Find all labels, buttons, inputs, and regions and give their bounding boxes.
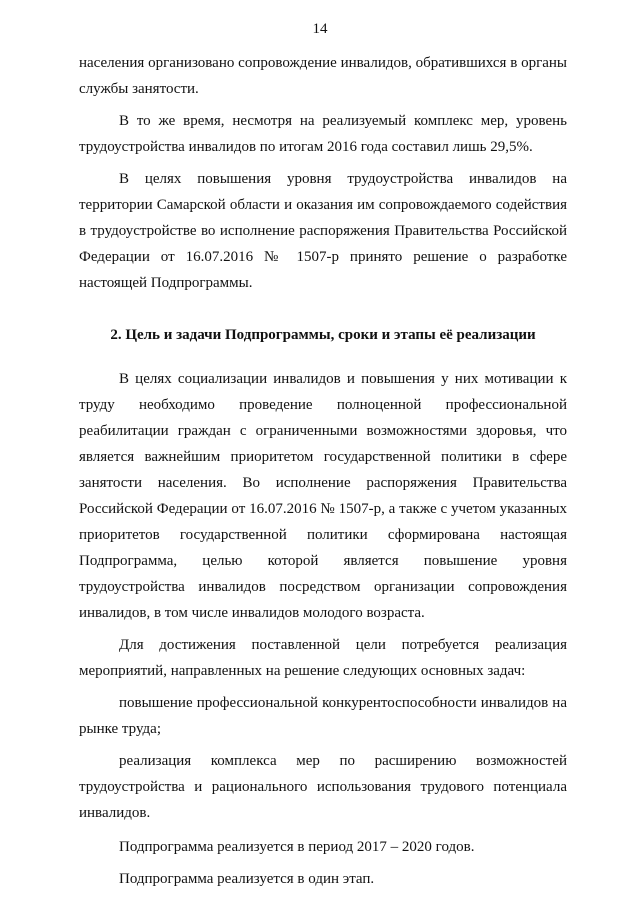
- section-heading: 2. Цель и задачи Подпрограммы, сроки и этапы её реализации: [110, 327, 536, 343]
- paragraph-subprogram-decision: В целях повышения уровня трудоустройства инвалидов на территории Самарской области и оказания им сопровождаемого содействия в трудоустройстве во исполнение распоряжения Правительства Российской Федерации от 16.07.2016 № 1507-р принято решение о разработке настоящей Подпрограммы.: [79, 171, 567, 291]
- document-body: [79, 50, 567, 898]
- paragraph-stage: Подпрограмма реализуется в один этап.: [119, 871, 375, 887]
- paragraph-task-1: повышение профессиональной конкурентоспособности инвалидов на рынке труда;: [79, 695, 567, 737]
- paragraph-employment-level: В то же время, несмотря на реализуемый комплекс мер, уровень трудоустройства инвалидов по итогам 2016 года составил лишь 29,5%.: [79, 113, 567, 155]
- paragraph-continuation: населения организовано сопровождение инвалидов, обратившихся в органы службы занятости.: [79, 55, 567, 97]
- paragraph-tasks-intro: Для достижения поставленной цели потребуется реализация мероприятий, направленных на решение следующих основных задач:: [79, 637, 567, 679]
- paragraph-goal: В целях социализации инвалидов и повышения у них мотивации к труду необходимо проведение полноценной профессиональной реабилитации граждан с ограниченными возможностями здоровья, что является важнейшим приоритетом государственной политики в сфере занятости населения. Во исполнение распоряжения Правительства Российской Федерации от 16.07.2016 № 1507-р, а также с учетом указанных приоритетов государственной политики сформирована настоящая Подпрограмма, целью которой является повышение уровня трудоустройства инвалидов посредством организации сопровождения инвалидов, в том числе инвалидов молодого возраста.: [79, 371, 567, 621]
- paragraph-period: Подпрограмма реализуется в период 2017 – 2020 годов.: [119, 839, 475, 855]
- paragraph-task-2: реализация комплекса мер по расширению возможностей трудоустройства и рационального использования трудового потенциала инвалидов.: [79, 753, 567, 821]
- page-number: 14: [312, 21, 328, 37]
